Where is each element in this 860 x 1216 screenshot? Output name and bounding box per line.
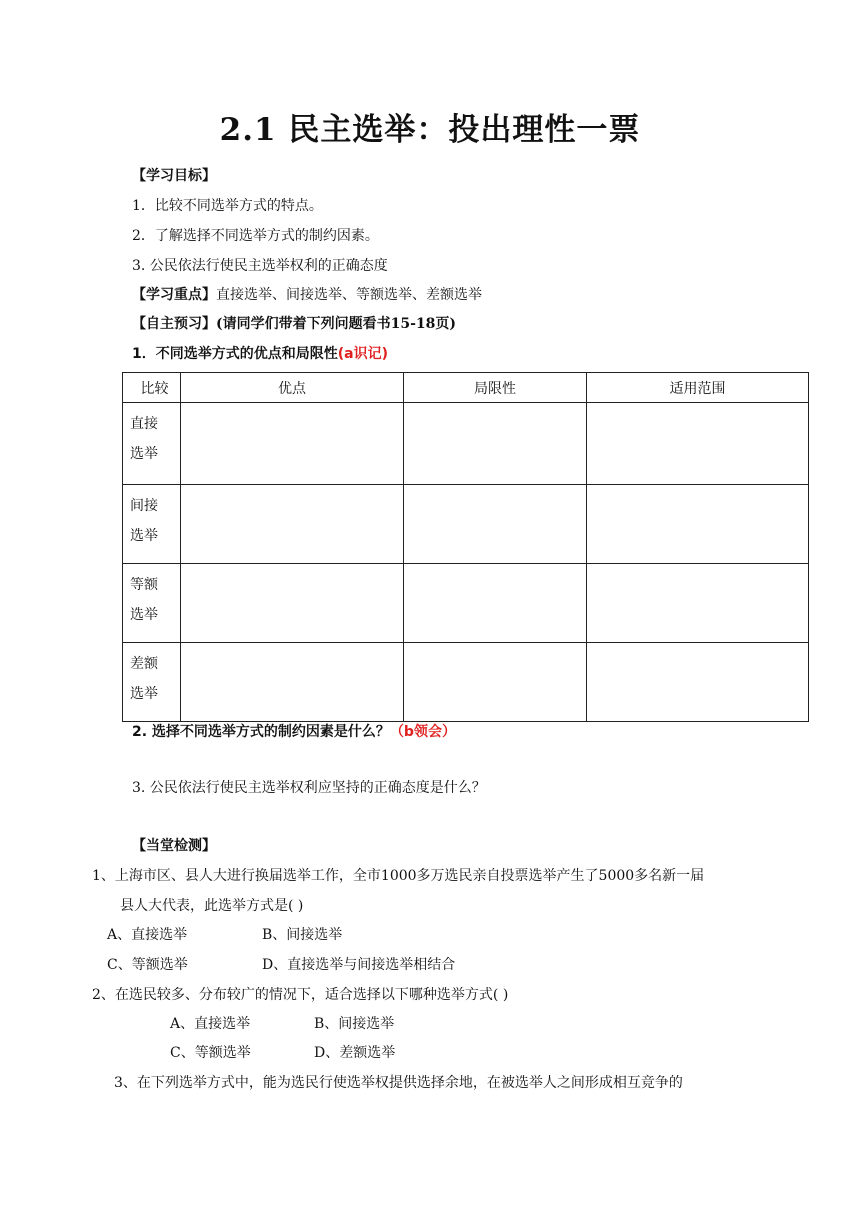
key-points-heading: 【学习重点】 xyxy=(132,287,216,303)
table-cell xyxy=(587,403,809,485)
option-a: A、直接选举 xyxy=(107,927,188,943)
table-cell xyxy=(404,485,587,564)
preview-line xyxy=(132,314,456,334)
option-d: D、差额选举 xyxy=(314,1045,396,1061)
table-cell xyxy=(404,564,587,643)
question-1-tag: (a识记) xyxy=(337,346,388,362)
preview-note: (请同学们带着下列问题看书15-18页) xyxy=(216,316,457,332)
test-item-1-line1: 1、上海市区、县人大进行换届选举工作，全市1000多万选民亲自投票选举产生了5000多名新一届 xyxy=(92,868,705,884)
question-1 xyxy=(132,344,388,364)
question-1-text: 1．不同选举方式的优点和局限性 xyxy=(132,346,338,362)
test-heading: 【当堂检测】 xyxy=(132,838,216,854)
table-row xyxy=(123,403,809,485)
table-row xyxy=(123,564,809,643)
question-3: 3. 公民依法行使民主选举权利应坚持的正确态度是什么？ xyxy=(132,780,486,796)
option-c: C、等额选举 xyxy=(170,1045,251,1061)
objective-item: 1．比较不同选举方式的特点。 xyxy=(132,198,323,214)
table-header-row xyxy=(123,373,809,403)
table-cell xyxy=(181,485,404,564)
table-cell xyxy=(404,643,587,722)
header-scope: 适用范围 xyxy=(587,373,809,403)
table-cell xyxy=(404,403,587,485)
test-item-2-line1: 2、在选民较多、分布较广的情况下，适合选择以下哪种选举方式( ) xyxy=(92,987,509,1003)
row-label: 等额 选举 xyxy=(123,564,181,643)
preview-heading: 【自主预习】 xyxy=(132,316,216,332)
option-a: A、直接选举 xyxy=(170,1016,251,1032)
question-2 xyxy=(132,722,456,742)
table-cell xyxy=(587,564,809,643)
option-b: B、间接选举 xyxy=(314,1016,395,1032)
header-compare: 比较 xyxy=(123,373,181,403)
page-title: 2.1 民主选举：投出理性一票 xyxy=(219,112,641,148)
question-2-tag: （b领会） xyxy=(389,724,456,740)
table-cell xyxy=(181,564,404,643)
table-row xyxy=(123,485,809,564)
header-limitations: 局限性 xyxy=(404,373,587,403)
table-cell xyxy=(181,643,404,722)
test-item-3-line1: 3、在下列选举方式中，能为选民行使选举权提供选择余地，在被选举人之间形成相互竞争的 xyxy=(114,1075,683,1091)
test-item-1-line2: 县人大代表，此选举方式是( ) xyxy=(120,898,304,914)
objective-item: 3. 公民依法行使民主选举权利的正确态度 xyxy=(132,258,388,274)
table-cell xyxy=(181,403,404,485)
option-c: C、等额选举 xyxy=(107,957,188,973)
option-d: D、直接选举与间接选举相结合 xyxy=(262,957,456,973)
objectives-heading: 【学习目标】 xyxy=(132,168,216,184)
key-points-text: 直接选举、间接选举、等额选举、差额选举 xyxy=(216,287,482,303)
table-row xyxy=(123,643,809,722)
row-label: 直接 选举 xyxy=(123,403,181,485)
option-b: B、间接选举 xyxy=(262,927,343,943)
objective-item: 2．了解选择不同选举方式的制约因素。 xyxy=(132,228,379,244)
comparison-table xyxy=(122,372,809,722)
key-points xyxy=(132,285,482,305)
table-cell xyxy=(587,485,809,564)
header-advantages: 优点 xyxy=(181,373,404,403)
row-label: 差额 选举 xyxy=(123,643,181,722)
question-2-text: 2. 选择不同选举方式的制约因素是什么？ xyxy=(132,724,390,740)
table-cell xyxy=(587,643,809,722)
row-label: 间接 选举 xyxy=(123,485,181,564)
